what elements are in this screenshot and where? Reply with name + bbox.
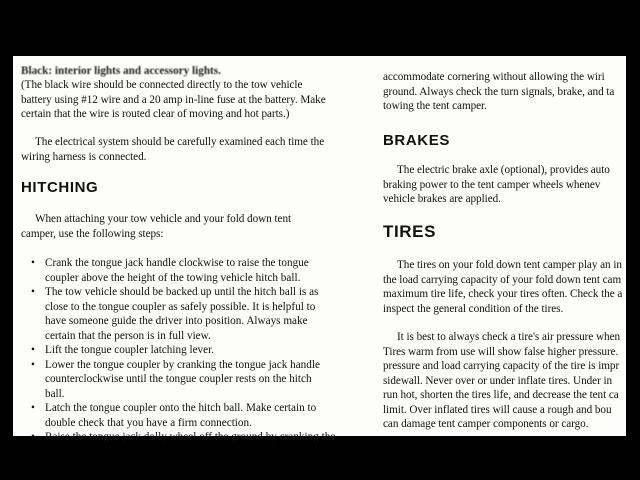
text-line: run hot, shorten the tires life, and decrease the tent ca <box>383 389 619 401</box>
text-line: towing the tent camper. <box>383 100 487 112</box>
bullet-icon: • <box>31 431 35 443</box>
brakes-heading: BRAKES <box>383 132 450 149</box>
bullet-icon: • <box>31 402 35 414</box>
wiring-continued-paragraph <box>383 70 614 114</box>
text-line: certain that the person is in full view. <box>45 329 211 342</box>
right-column <box>383 56 633 436</box>
text-line: pressure and load carrying capacity of the tire is impr <box>383 360 620 372</box>
right-black-edge <box>626 0 640 480</box>
tires-heading: TIRES <box>383 222 437 241</box>
text-line: inspect the general condition of the tires. <box>383 302 564 315</box>
text-line: ground. Always check the turn signals, brake, and ta <box>383 85 615 98</box>
left-column <box>21 56 373 443</box>
text-line: accommodate cornering without allowing the wiri <box>383 71 605 83</box>
cut-off-top-line: Black: interior lights and accessory lights. <box>21 65 221 77</box>
bullet-icon: • <box>31 286 35 298</box>
hitching-heading: HITCHING <box>21 179 99 196</box>
text-line: The electric brake axle (optional), provides auto <box>397 164 610 176</box>
text-line: The tires on your fold down tent camper play an in <box>397 259 622 271</box>
text-line: Lower the tongue coupler by cranking the tongue jack handle <box>45 358 320 371</box>
text-line: the load carrying capacity of your fold down tent cam <box>383 273 622 286</box>
wiring-note-paragraph <box>21 78 326 122</box>
text-line: The electrical system should be carefully examined each time the <box>35 136 325 148</box>
text-line: (The black wire should be connected directly to the tow vehicle <box>21 79 303 91</box>
text-line: wiring harness is connected. <box>21 150 147 163</box>
text-line: Tires warm from use will show false higher pressure. <box>383 345 619 358</box>
text-line: maximum tire life, check your tires often. Check the a <box>383 288 623 300</box>
text-line: braking power to the tent camper wheels whenev <box>383 178 601 191</box>
list-item <box>29 343 369 358</box>
list-item <box>29 358 369 402</box>
text-line: battery using #12 wire and a 20 amp in-line fuse at the battery. Make <box>21 93 326 106</box>
text-line: sidewall. Never over or under inflate tires. Under in <box>383 374 613 387</box>
list-item <box>29 256 369 285</box>
text-line: The tow vehicle should be backed up until the hitch ball is as <box>45 286 319 298</box>
text-line: Crank the tongue jack handle clockwise to raise the tongue <box>45 257 309 269</box>
text-line: can damage tent camper components or cargo. <box>383 418 589 430</box>
text-line: counterclockwise until the tongue coupler rests on the hitch <box>45 373 312 385</box>
text-line: certain that the wire is routed clear of moving and hot parts.) <box>21 108 290 120</box>
text-line: camper, use the following steps: <box>21 227 164 240</box>
bullet-icon: • <box>31 257 35 269</box>
bullet-icon: • <box>31 344 35 356</box>
electrical-paragraph <box>21 135 325 164</box>
text-line: It is best to always check a tire's air pressure when <box>397 331 621 343</box>
text-line: Latch the tongue coupler onto the hitch ball. Make certain to <box>45 402 317 414</box>
text-line: have someone guide the driver into position. Always make <box>45 315 308 327</box>
text-line: limit. Over inflated tires will cause a rough and bou <box>383 403 612 416</box>
tires-paragraph-2 <box>383 330 621 432</box>
document-page <box>13 56 627 443</box>
text-line: When attaching your tow vehicle and your fold down tent <box>35 213 292 225</box>
list-item <box>29 285 369 343</box>
list-item <box>29 401 369 430</box>
text-line: ball. <box>45 387 65 400</box>
text-line: coupler above the height of the towing vehicle hitch ball. <box>45 271 301 284</box>
list-item <box>29 430 369 445</box>
tires-paragraph-1 <box>383 258 623 316</box>
text-line: vehicle brakes are applied. <box>383 193 501 205</box>
hitching-intro-paragraph <box>21 212 292 241</box>
text-line: Raise the tongue jack dolly wheel off the ground by cranking the <box>45 431 336 443</box>
brakes-paragraph <box>383 163 610 207</box>
bullet-icon: • <box>31 358 35 371</box>
text-line: Lift the tongue coupler latching lever. <box>45 344 214 356</box>
text-line: close to the tongue coupler as safely possible. It is helpful to <box>45 300 316 313</box>
hitching-steps-list <box>29 256 369 445</box>
text-line: double check that you have a firm connection. <box>45 416 252 429</box>
